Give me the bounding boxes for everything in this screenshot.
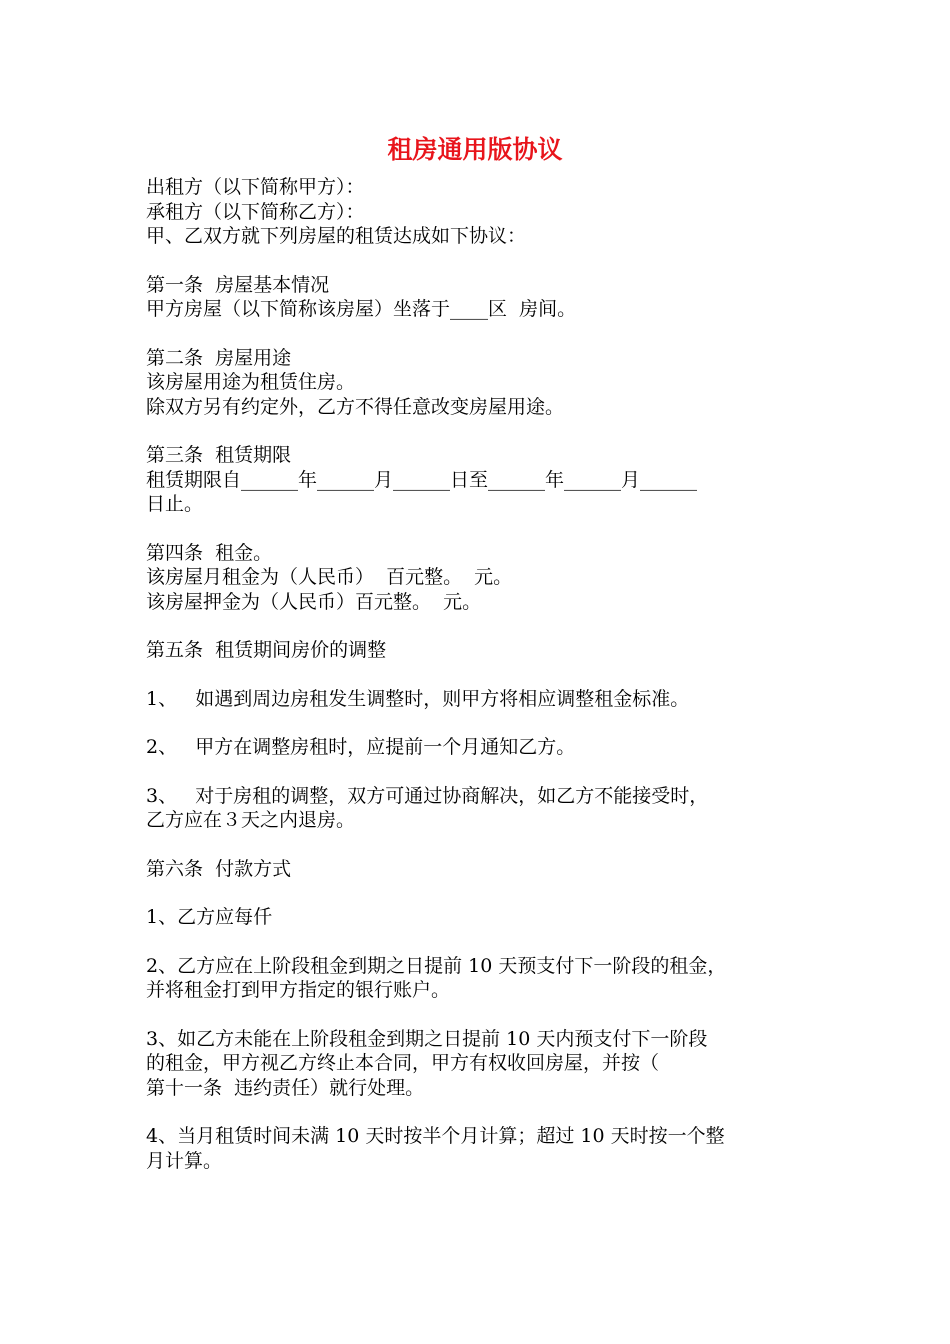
article6-heading: 第六条 付款方式 (146, 857, 292, 880)
spacer (146, 249, 846, 273)
article4-line: 该房屋押金为（人民币）百元整。 元。 (146, 590, 482, 613)
spacer (146, 322, 846, 346)
article5-item1: 1、 如遇到周边房租发生调整时，则甲方将相应调整租金标准。 (146, 687, 690, 710)
article2-line: 除双方另有约定外，乙方不得任意改变房屋用途。 (146, 395, 565, 418)
spacer (146, 711, 846, 735)
article5-item2: 2、 甲方在调整房租时，应提前一个月通知乙方。 (146, 736, 576, 758)
article6-item4: 月计算。 (146, 1149, 223, 1172)
document-body (146, 175, 846, 1173)
article3-line: 租赁期限自______年______月______日至______年______月______ (146, 468, 698, 491)
article6-item2: 并将租金打到甲方指定的银行账户。 (146, 979, 451, 1001)
article6-item3: 3、如乙方未能在上阶段租金到期之日提前 10 天内预支付下一阶段 (146, 1027, 708, 1050)
spacer (146, 930, 846, 954)
article5-item3: 3、 对于房租的调整，双方可通过协商解决，如乙方不能接受时， (146, 784, 709, 807)
article4-heading: 第四条 租金。 (146, 541, 273, 564)
spacer (146, 1003, 846, 1027)
spacer (146, 614, 846, 638)
document-title: 租房通用版协议 (387, 135, 563, 164)
agreement-intro-line: 甲、乙双方就下列房屋的租赁达成如下协议： (146, 225, 527, 247)
article5-item3: 乙方应在３天之内退房。 (146, 809, 356, 831)
article2-line: 该房屋用途为租赁住房。 (146, 371, 356, 393)
article6-item1: 1、乙方应每仟 (146, 906, 273, 928)
article4-line: 该房屋月租金为（人民币） 百元整。 元。 (146, 566, 513, 588)
spacer (146, 760, 846, 784)
article3-heading: 第三条 租赁期限 (146, 444, 292, 466)
article3-line: 日止。 (146, 493, 204, 515)
article2-heading: 第二条 房屋用途 (146, 346, 292, 369)
article6-item3: 的租金，甲方视乙方终止本合同，甲方有权收回房屋，并按（ (146, 1052, 660, 1074)
spacer (146, 663, 846, 687)
article6-item2: 2、乙方应在上阶段租金到期之日提前 10 天预支付下一阶段的租金， (146, 954, 727, 977)
article6-item4: 4、当月租赁时间未满 10 天时按半个月计算；超过 10 天时按一个整 (146, 1125, 725, 1147)
article1-heading: 第一条 房屋基本情况 (146, 273, 330, 296)
article1-line: 甲方房屋（以下简称该房屋）坐落于____区 房间。 (146, 298, 577, 320)
lessee-line: 承租方（以下简称乙方）： (146, 200, 365, 223)
spacer (146, 881, 846, 905)
spacer (146, 419, 846, 443)
spacer (146, 517, 846, 541)
lessor-line: 出租方（以下简称甲方）： (146, 176, 365, 198)
spacer (146, 833, 846, 857)
article6-item3: 第十一条 违约责任）就行处理。 (146, 1076, 425, 1099)
spacer (146, 1100, 846, 1124)
article5-heading: 第五条 租赁期间房价的调整 (146, 639, 387, 661)
